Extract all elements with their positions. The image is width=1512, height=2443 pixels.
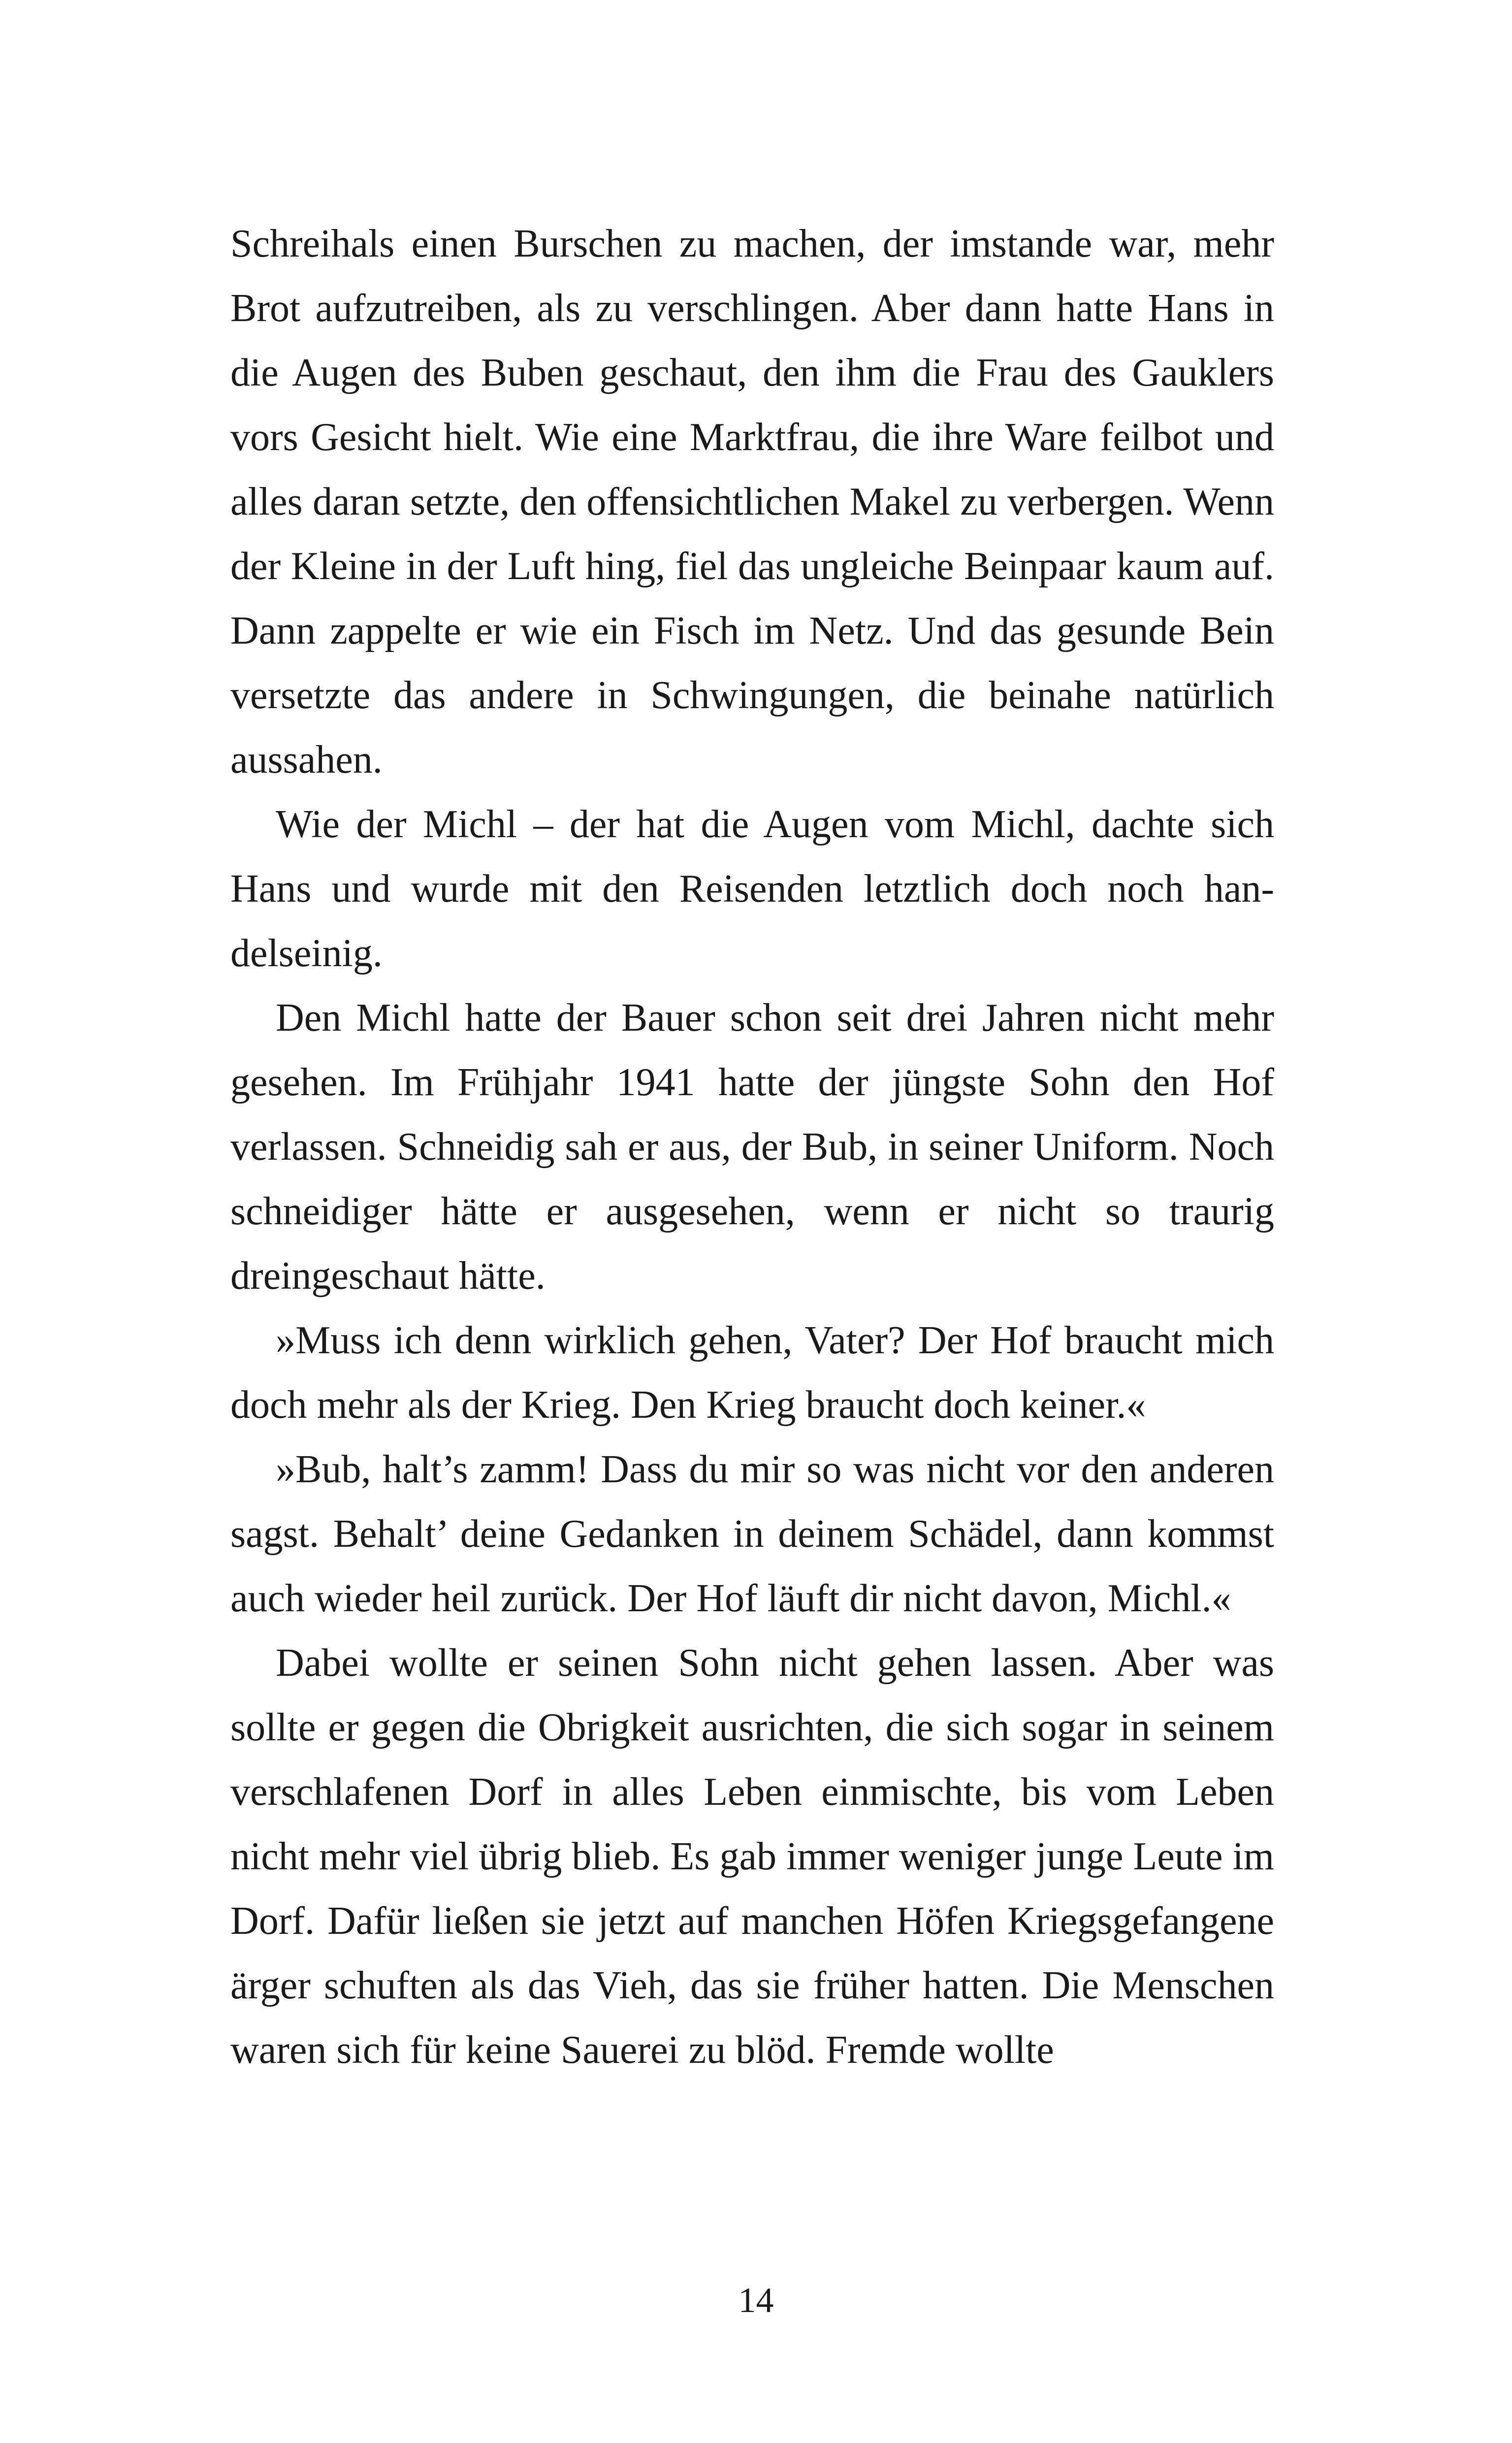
page-number: 14 xyxy=(738,2280,774,2320)
paragraph-1: Schreihals einen Burschen zu machen, der imstande war, mehr Brot aufzutreiben, als zu verschlingen. Aber dann hatte Hans in die Augen des Buben geschaut, den ihm die Frau des Gauklers vors Gesicht hielt. Wie eine Marktfrau, die ihre Ware feilbot und alles daran setzte, den offensichtlichen Makel zu verbergen. Wenn der Kleine in der Luft hing, fiel das ungleiche Beinpaar kaum auf. Dann zappelte er wie ein Fisch im Netz. Und das gesunde Bein versetzte das andere in Schwingungen, die beinahe natürlich aussahen. xyxy=(230,222,1274,782)
paragraph-6: Dabei wollte er seinen Sohn nicht gehen lassen. Aber was sollte er gegen die Obrigkeit ausrichten, die sich sogar in seinem verschlafenen Dorf in alles Leben einmischte, bis vom Leben nicht mehr viel übrig blieb. Es gab immer weniger junge Leute im Dorf. Dafür ließen sie jetzt auf manchen Höfen Kriegsgefangene ärger schuften als das Vieh, das sie früher hatten. Die Menschen waren sich für keine Sauerei zu blöd. Fremde wollte xyxy=(230,1641,1274,2072)
body-text xyxy=(230,212,1274,2083)
paragraph-5: »Bub, halt’s zamm! Dass du mir so was nicht vor den anderen sagst. Behalt’ deine Gedanken in deinem Schädel, dann kommst auch wieder heil zurück. Der Hof läuft dir nicht davon, Michl.« xyxy=(230,1448,1274,1620)
paragraph-4: »Muss ich denn wirklich gehen, Vater? Der Hof braucht mich doch mehr als der Krieg. Den Krieg braucht doch keiner.« xyxy=(230,1319,1274,1427)
paragraph-2: Wie der Michl – der hat die Augen vom Michl, dachte sich Hans und wurde mit den Reisenden letztlich doch noch handelseinig. xyxy=(230,803,1274,975)
paragraph-3: Den Michl hatte der Bauer schon seit drei Jahren nicht mehr gesehen. Im Frühjahr 1941 hatte der jüngste Sohn den Hof verlassen. Schneidig sah er aus, der Bub, in seiner Uniform. Noch schneidiger hätte er ausgesehen, wenn er nicht so traurig dreingeschaut hätte. xyxy=(230,996,1274,1298)
